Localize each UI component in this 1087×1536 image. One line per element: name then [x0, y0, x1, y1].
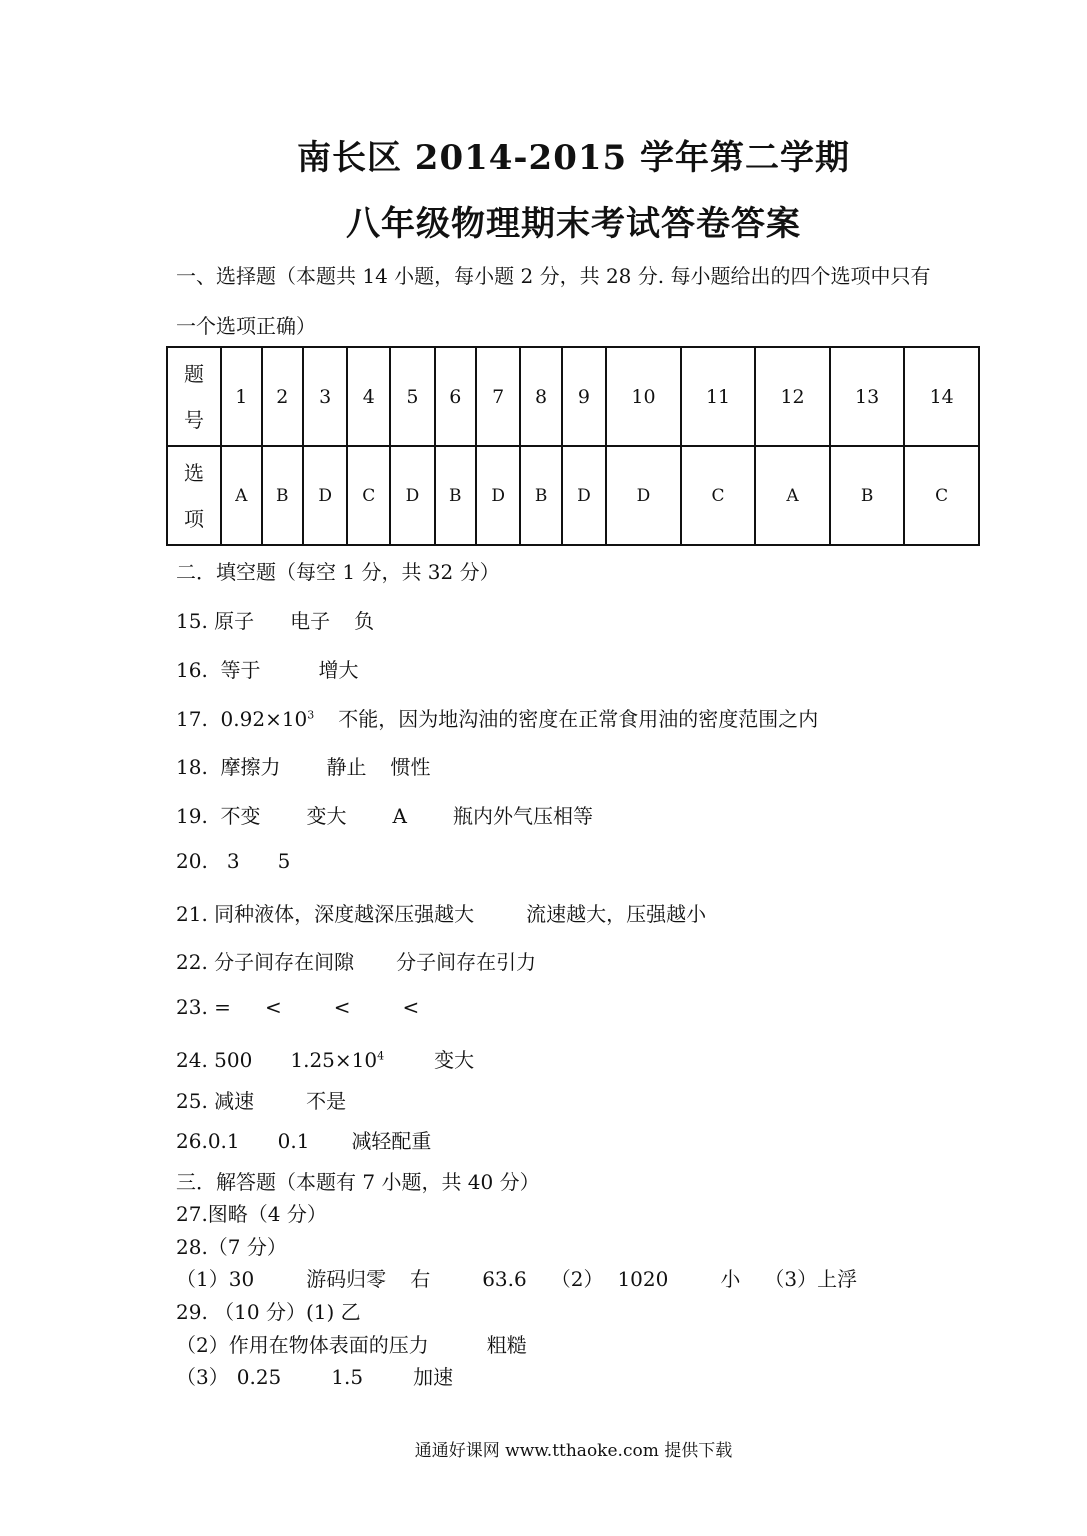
q-number: 15.	[176, 609, 208, 633]
table-row-numbers	[167, 347, 979, 446]
answer-text: 0.1	[277, 1129, 310, 1153]
answer-text: 1.25×10	[290, 1048, 378, 1072]
answer-text: 摩擦力	[220, 755, 281, 779]
answer-choice-cell: A	[221, 446, 262, 545]
answer-text: 减轻配重	[351, 1129, 432, 1153]
answer-28-heading: 28.（7 分）	[176, 1235, 287, 1259]
answer-choice-cell: D	[562, 446, 607, 545]
q-number: 17.	[176, 707, 208, 731]
answer-choice-cell: B	[520, 446, 561, 545]
answer-17	[176, 703, 818, 732]
q-number: 16.	[176, 658, 208, 682]
answer-choice-cell: A	[755, 446, 830, 545]
answer-choice-cell: B	[262, 446, 303, 545]
answer-choice-cell: D	[390, 446, 435, 545]
answer-text: 不是	[306, 1089, 347, 1113]
answer-text: 流速越大，压强越小	[526, 902, 707, 926]
q-number: 24.	[176, 1048, 208, 1072]
answer-choice-cell: C	[904, 446, 979, 545]
answer-16	[176, 654, 359, 683]
q-number: 25.	[176, 1089, 208, 1113]
answer-text: （1）30	[176, 1267, 255, 1291]
answer-text: 分子间存在引力	[396, 950, 537, 974]
answer-text: 右	[410, 1267, 431, 1291]
answer-text: （2）	[550, 1267, 604, 1291]
answer-text: <	[264, 995, 282, 1019]
exponent: 4	[377, 1049, 385, 1063]
answer-29-part3	[176, 1361, 453, 1390]
question-number-cell: 9	[562, 347, 607, 446]
answer-table	[166, 346, 980, 546]
question-number-cell: 5	[390, 347, 435, 446]
question-number-cell: 1	[221, 347, 262, 446]
question-number-cell: 2	[262, 347, 303, 446]
answer-text: A	[392, 804, 407, 828]
answer-24	[176, 1044, 474, 1073]
q-number: 21.	[176, 902, 208, 926]
answer-text: 增大	[318, 658, 359, 682]
answer-text: <	[402, 995, 420, 1019]
question-number-cell: 11	[681, 347, 756, 446]
answer-text: 惯性	[390, 755, 431, 779]
exponent: 3	[307, 708, 315, 722]
answer-23	[176, 995, 419, 1019]
answer-text: 小	[720, 1267, 741, 1291]
answer-text: 变大	[434, 1048, 475, 1072]
answer-29-part2	[176, 1329, 527, 1358]
answer-text: 0.25	[236, 1365, 282, 1389]
answer-text: 0.1	[207, 1129, 240, 1153]
table-row-answers	[167, 446, 979, 545]
answer-text: （2）作用在物体表面的压力	[176, 1333, 429, 1357]
answer-text: 变大	[306, 804, 347, 828]
row-label-choice: 选 项	[167, 446, 221, 545]
answer-19	[176, 800, 593, 829]
answer-choice-cell: D	[303, 446, 348, 545]
section1-heading-cont: 一个选项正确）	[176, 314, 316, 338]
answer-text: 原子	[214, 609, 255, 633]
question-number-cell: 3	[303, 347, 348, 446]
answer-text: 静止	[326, 755, 367, 779]
question-number-cell: 14	[904, 347, 979, 446]
answer-text: 0.92×10	[220, 707, 308, 731]
row-label-number: 题 号	[167, 347, 221, 446]
question-number-cell: 13	[830, 347, 905, 446]
answer-26	[176, 1125, 431, 1154]
section2-heading: 二．填空题（每空 1 分，共 32 分）	[176, 560, 500, 584]
question-number-cell: 6	[435, 347, 476, 446]
answer-22	[176, 946, 536, 975]
section3-heading: 三．解答题（本题有 7 小题，共 40 分）	[176, 1170, 540, 1194]
answer-text: 不能，因为地沟油的密度在正常食用油的密度范围之内	[338, 707, 819, 731]
answer-text: 63.6	[482, 1267, 527, 1291]
answer-18	[176, 751, 431, 780]
q-number: 26.	[176, 1129, 208, 1153]
answer-29-heading	[176, 1296, 361, 1325]
answer-text: 分子间存在间隙	[214, 950, 355, 974]
q-number: 20.	[176, 849, 208, 873]
question-number-cell: 8	[520, 347, 561, 446]
q-number: 23.	[176, 995, 208, 1019]
answer-text: 乙	[340, 1300, 361, 1324]
answer-text: 粗糙	[486, 1333, 527, 1357]
answer-choice-cell: D	[476, 446, 521, 545]
section1-heading: 一、选择题（本题共 14 小题，每小题 2 分，共 28 分. 每小题给出的四个选项中只有	[176, 264, 931, 288]
question-number-cell: 10	[606, 347, 681, 446]
q-number: 18.	[176, 755, 208, 779]
answer-text: （3）上浮	[764, 1267, 858, 1291]
answer-27: 27.图略（4 分）	[176, 1202, 327, 1226]
answer-text: （3）	[176, 1365, 229, 1389]
answer-text: 5	[277, 849, 291, 873]
answer-21	[176, 898, 706, 927]
q-number: 22.	[176, 950, 208, 974]
document-title-line1: 南长区 2014-2015 学年第二学期	[296, 138, 851, 178]
answer-text: 不变	[220, 804, 261, 828]
answer-choice-cell: D	[606, 446, 681, 545]
answer-28-line	[176, 1263, 857, 1292]
answer-text: 1.5	[331, 1365, 364, 1389]
answer-15	[176, 605, 374, 634]
answer-choice-cell: B	[435, 446, 476, 545]
question-number-cell: 4	[347, 347, 390, 446]
answer-text: 500	[214, 1048, 253, 1072]
answer-text: 1020	[617, 1267, 669, 1291]
answer-text: 加速	[413, 1365, 454, 1389]
answer-text: =	[214, 995, 231, 1019]
answer-choice-cell: B	[830, 446, 905, 545]
q-number: 19.	[176, 804, 208, 828]
answer-text: 电子	[290, 609, 331, 633]
answer-text: （10 分）(1)	[214, 1300, 335, 1324]
document-title-line2: 八年级物理期末考试答卷答案	[346, 204, 801, 244]
q-number: 29.	[176, 1300, 208, 1324]
answer-text: 等于	[220, 658, 261, 682]
answer-20	[176, 849, 290, 873]
answer-text: 减速	[214, 1089, 255, 1113]
answer-text: <	[333, 995, 351, 1019]
answer-text: 负	[354, 609, 375, 633]
answer-text: 3	[226, 849, 240, 873]
answer-choice-cell: C	[347, 446, 390, 545]
answer-25	[176, 1085, 346, 1114]
question-number-cell: 12	[755, 347, 830, 446]
answer-choice-cell: C	[681, 446, 756, 545]
answer-text: 游码归零	[306, 1267, 387, 1291]
footer-source: 通通好课网 www.tthaoke.com 提供下载	[414, 1441, 733, 1461]
answer-text: 同种液体，深度越深压强越大	[214, 902, 475, 926]
question-number-cell: 7	[476, 347, 521, 446]
answer-text: 瓶内外气压相等	[452, 804, 593, 828]
